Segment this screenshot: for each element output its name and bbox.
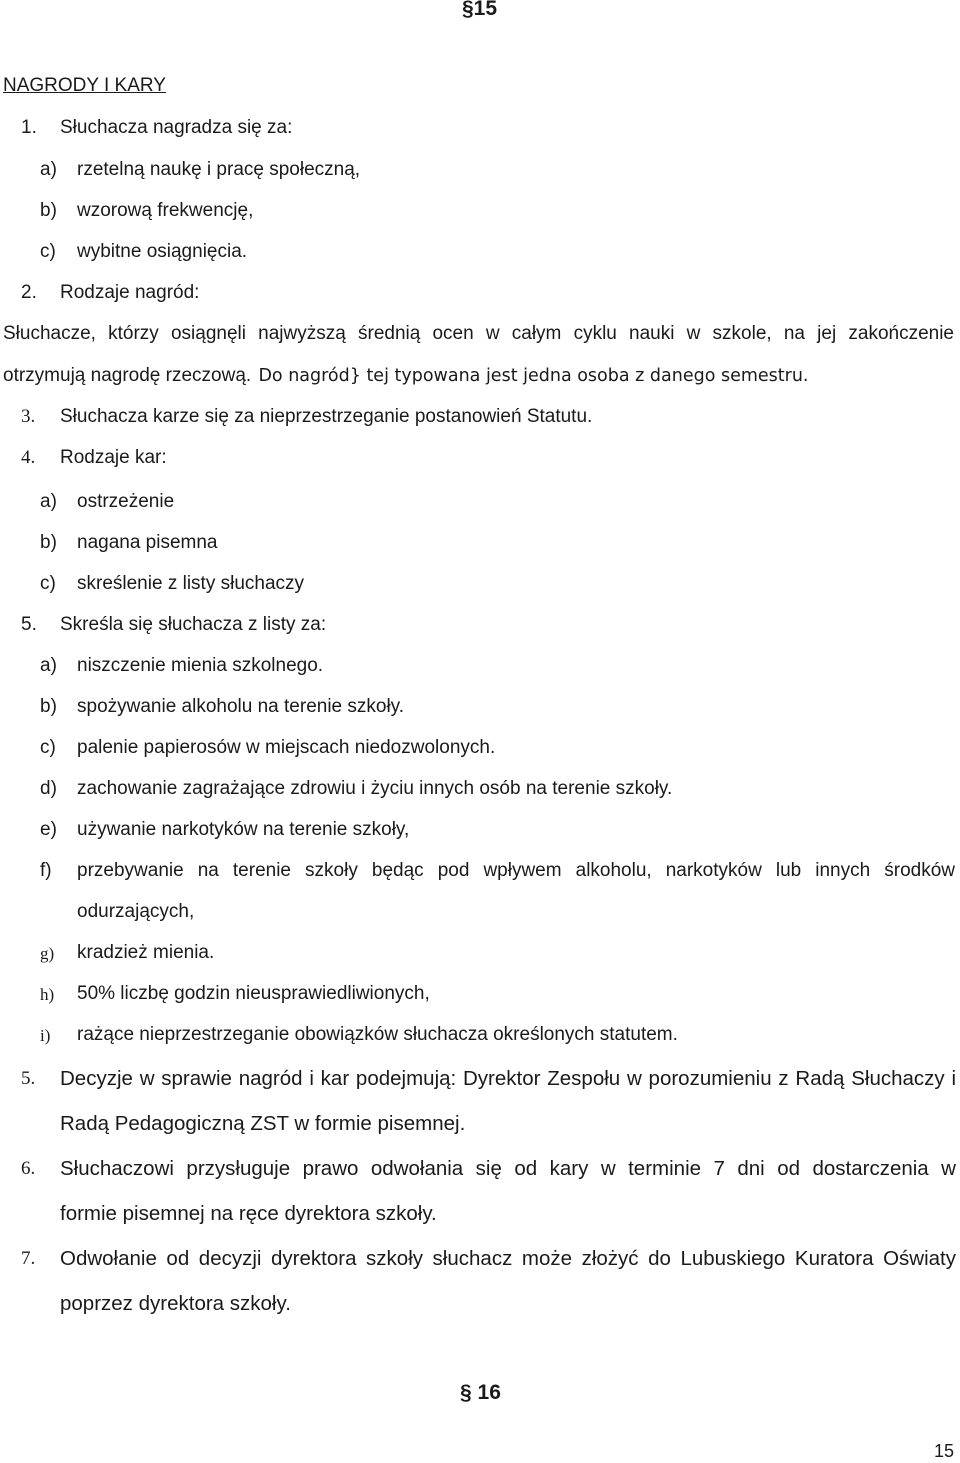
list-item-text: Słuchaczowi przysługuje prawo odwołania się od kary w terminie 7 dni od dostarczenia w	[60, 1157, 956, 1180]
list-number: 5.	[21, 1068, 36, 1089]
sub-item-mark: i)	[40, 1026, 51, 1045]
sub-item-mark: c)	[40, 241, 56, 262]
section-heading: §15	[462, 0, 498, 20]
sub-item-text: skreślenie z listy słuchaczy	[77, 573, 305, 594]
next-section-heading: § 16	[460, 1381, 501, 1404]
sub-item-mark: a)	[40, 655, 57, 676]
sub-item-mark: e)	[40, 819, 57, 840]
sub-item-mark: c)	[40, 573, 56, 594]
sub-item-text: nagana pisemna	[77, 532, 218, 553]
list-number: 5.	[21, 614, 37, 635]
sub-item-mark: h)	[40, 985, 55, 1004]
list-number: 7.	[21, 1248, 36, 1269]
sub-item-text: przebywanie na terenie szkoły będąc pod wpływem alkoholu, narkotyków lub innych środków	[77, 860, 955, 881]
paragraph-text: Do nagród} tej typowana jest jedna osoba z danego semestru.	[258, 366, 809, 386]
sub-item-text: 50% liczbę godzin nieusprawiedliwionych,	[77, 983, 430, 1004]
list-number: 2.	[21, 282, 37, 303]
list-item-text-continued: Radą Pedagogiczną ZST w formie pisemnej.	[60, 1112, 466, 1135]
sub-item-mark: b)	[40, 532, 57, 553]
list-item-text: Decyzje w sprawie nagród i kar podejmują: Dyrektor Zespołu w porozumieniu z Radą Słuchaczy i	[60, 1067, 956, 1090]
paragraph-line	[3, 364, 809, 388]
chapter-title: NAGRODY I KARY	[3, 75, 166, 96]
sub-item-text: rzetelną naukę i pracę społeczną,	[77, 159, 361, 180]
sub-item-text: używanie narkotyków na terenie szkoły,	[77, 819, 410, 840]
sub-item-text: spożywanie alkoholu na terenie szkoły.	[77, 696, 405, 717]
sub-item-mark: a)	[40, 491, 57, 512]
list-item-text: Słuchacza karze się za nieprzestrzeganie postanowień Statutu.	[60, 406, 593, 427]
sub-item-mark: f)	[40, 860, 52, 881]
list-number: 4.	[21, 447, 36, 468]
list-number: 3.	[21, 406, 36, 427]
list-item-text: Odwołanie od decyzji dyrektora szkoły słuchacz może złożyć do Lubuskiego Kuratora Oświaty	[60, 1247, 956, 1270]
sub-item-mark: b)	[40, 696, 57, 717]
page-number: 15	[934, 1441, 955, 1461]
sub-item-text: rażące nieprzestrzeganie obowiązków słuchacza określonych statutem.	[77, 1024, 678, 1045]
list-number: 1.	[21, 117, 37, 138]
list-number: 6.	[21, 1158, 36, 1179]
sub-item-text: wzorową frekwencję,	[77, 200, 254, 221]
sub-item-text-continued: odurzających,	[77, 901, 195, 922]
sub-item-mark: a)	[40, 159, 57, 180]
list-item-text: Rodzaje nagród:	[60, 282, 200, 303]
sub-item-text: zachowanie zagrażające zdrowiu i życiu innych osób na terenie szkoły.	[77, 778, 673, 799]
sub-item-mark: d)	[40, 778, 57, 799]
sub-item-text: kradzież mienia.	[77, 942, 215, 963]
list-item-text-continued: formie pisemnej na ręce dyrektora szkoły.	[60, 1202, 437, 1225]
paragraph-line: Słuchacze, którzy osiągnęli najwyższą średnią ocen w całym cyklu nauki w szkole, na jej zakończenie	[3, 323, 954, 344]
sub-item-mark: b)	[40, 200, 57, 221]
list-item-text: Rodzaje kar:	[60, 447, 167, 468]
paragraph-text: otrzymują nagrodę rzeczową.	[3, 365, 252, 386]
list-item-text-continued: poprzez dyrektora szkoły.	[60, 1292, 291, 1315]
sub-item-text: niszczenie mienia szkolnego.	[77, 655, 324, 676]
sub-item-text: palenie papierosów w miejscach niedozwolonych.	[77, 737, 496, 758]
list-item-text: Słuchacza nagradza się za:	[60, 117, 293, 138]
sub-item-mark: c)	[40, 737, 56, 758]
sub-item-text: wybitne osiągnięcia.	[77, 241, 248, 262]
list-item-text: Skreśla się słuchacza z listy za:	[60, 614, 327, 635]
sub-item-mark: g)	[40, 944, 55, 963]
sub-item-text: ostrzeżenie	[77, 491, 175, 512]
